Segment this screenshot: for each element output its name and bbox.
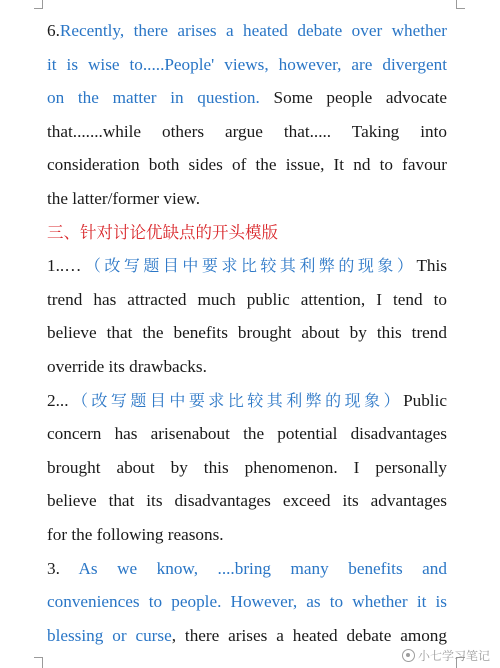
item6-blue-text-3: on the matter in question. — [47, 88, 260, 108]
item3-line-2: conveniences to people. However, as to whether it is — [47, 592, 447, 612]
item2-line-1 — [47, 384, 447, 418]
item6-black-text-3: Some people advocate — [273, 88, 447, 108]
item6-line-5: consideration both sides of the issue, It nd to favour — [47, 155, 447, 175]
item2-line-5: for the following reasons. — [47, 524, 224, 544]
watermark — [402, 647, 490, 664]
item3-number: 3. — [47, 558, 60, 578]
item3-line-1 — [47, 552, 447, 586]
watermark-logo-icon — [402, 649, 415, 662]
item6-blue-text-1: Recently, there arises a heated debate over whether — [59, 21, 447, 40]
item2-chinese-note: （改写题目中要求比较其利弊的现象） — [68, 390, 404, 410]
item1-number: 1..… — [47, 256, 82, 276]
item1-line-4: override its drawbacks. — [47, 356, 207, 376]
corner-mark-bottom-left — [34, 657, 43, 668]
item2-number: 2... — [47, 390, 69, 410]
watermark-text: 小七学习笔记 — [417, 649, 490, 663]
item1-chinese-note: （改写题目中要求比较其利弊的现象） — [81, 256, 417, 276]
item2-english-start: Public — [403, 390, 447, 410]
item3-blue-text-3: blessing or curse — [47, 625, 172, 645]
item1-line-3: believe that the benefits brought about by this trend — [47, 323, 447, 343]
corner-mark-top-right — [456, 0, 465, 9]
item6-line-2: it is wise to.....People' views, however, are divergent — [47, 54, 447, 74]
item1-line-1 — [47, 249, 447, 283]
item2-line-2: concern has arisenabout the potential disadvantages — [47, 424, 447, 444]
item6-number: 6. — [47, 21, 60, 40]
section-heading: 三、针对讨论优缺点的开头模版 — [47, 222, 278, 242]
item2-line-4: believe that its disadvantages exceed its advantages — [47, 491, 447, 511]
item2-line-3: brought about by this phenomenon. I personally — [47, 457, 447, 477]
item3-blue-text-1: As we know, ....bring many benefits and — [78, 558, 447, 578]
item3-black-text-3: , there arises a heated debate among — [171, 625, 447, 645]
item6-line-1 — [47, 14, 447, 48]
corner-mark-top-left — [34, 0, 43, 9]
item6-line-4: that.......while others argue that..... Taking into — [47, 121, 447, 141]
item1-english-start: This — [416, 256, 447, 276]
item6-line-6: the latter/former view. — [47, 188, 201, 208]
item3-line-3 — [47, 619, 447, 653]
item1-line-2: trend has attracted much public attention, I tend to — [47, 289, 447, 309]
item6-line-3 — [47, 81, 447, 115]
document-body — [47, 14, 447, 652]
